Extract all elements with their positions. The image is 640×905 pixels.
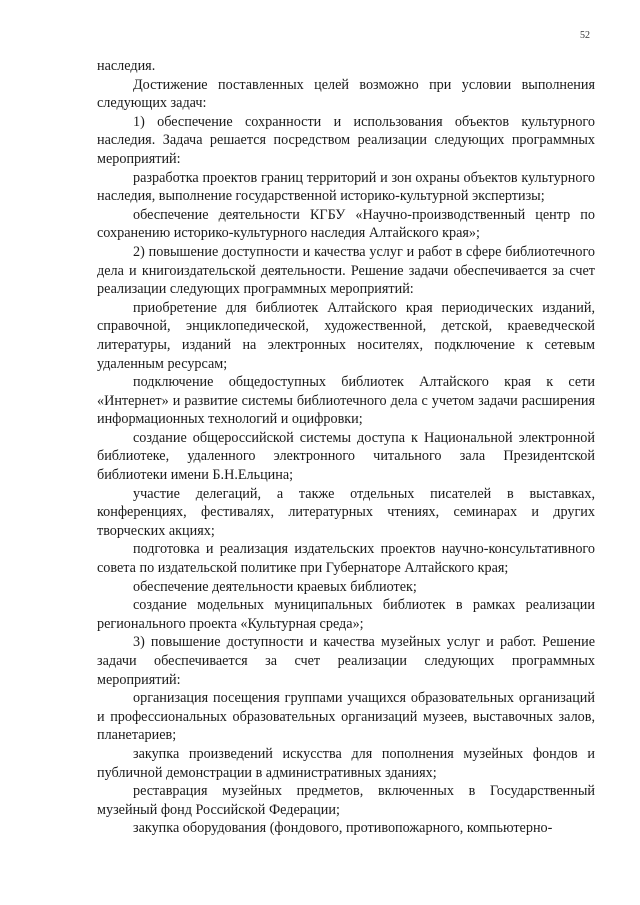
- list-item: обеспечение деятельности краевых библиотек;: [133, 578, 417, 595]
- list-item: закупка оборудования (фондового, противопожарного, компьютерно-: [133, 820, 553, 837]
- document-body: [97, 57, 595, 838]
- list-item: разработка проектов границ территорий и зон охраны объектов культурного наследия, выполнение государственной историко-культурной экспертизы;: [97, 169, 595, 205]
- list-item: организация посещения группами учащихся образовательных организаций и профессиональных образовательных организаций музеев, выставочных залов, планетариев;: [97, 690, 595, 744]
- list-item: реставрация музейных предметов, включенных в Государственный музейный фонд Российской Федерации;: [97, 783, 595, 818]
- list-item: создание модельных муниципальных библиотек в рамках реализации регионального проекта «Культурная среда»;: [97, 597, 595, 632]
- list-item: обеспечение деятельности КГБУ «Научно-производственный центр по сохранению историко-культурного наследия Алтайского края»;: [97, 206, 595, 242]
- list-item: подготовка и реализация издательских проектов научно-консультативного совета по издательской политике при Губернаторе Алтайского края;: [97, 541, 595, 577]
- list-item: 2) повышение доступности и качества услуг и работ в сфере библиотечного дела и книгоиздательской деятельности. Решение задачи обеспечивается за счет реализации следующих программных мероприятий:: [97, 243, 595, 298]
- list-item: приобретение для библиотек Алтайского края периодических изданий, справочной, энциклопедической, художественной, детской, краеведческой литературы, изданий на электронных носителях, подключение к сетевым удаленным ресурсам;: [97, 299, 595, 372]
- list-item: создание общероссийской системы доступа к Национальной электронной библиотеке, удаленного электронного читального зала Президентской библиотеки имени Б.Н.Ельцина;: [97, 429, 595, 484]
- paragraph: наследия.: [97, 58, 156, 74]
- list-item: закупка произведений искусства для пополнения музейных фондов и публичной демонстрации в административных зданиях;: [97, 745, 595, 781]
- page-number: 52: [580, 30, 590, 41]
- paragraph: Достижение поставленных целей возможно при условии выполнения следующих задач:: [97, 76, 595, 112]
- list-item: участие делегаций, а также отдельных писателей в выставках, конференциях, фестивалях, литературных чтениях, семинарах и других творческих акциях;: [97, 485, 595, 539]
- list-item: подключение общедоступных библиотек Алтайского края к сети «Интернет» и развитие системы библиотечного дела с учетом задачи расширения информационных технологий и оцифровки;: [97, 374, 595, 428]
- list-item: 3) повышение доступности и качества музейных услуг и работ. Решение задачи обеспечивается за счет реализации следующих программных мероприятий:: [97, 634, 595, 688]
- list-item: 1) обеспечение сохранности и использования объектов культурного наследия. Задача решается посредством реализации следующих программных мероприятий:: [97, 113, 595, 167]
